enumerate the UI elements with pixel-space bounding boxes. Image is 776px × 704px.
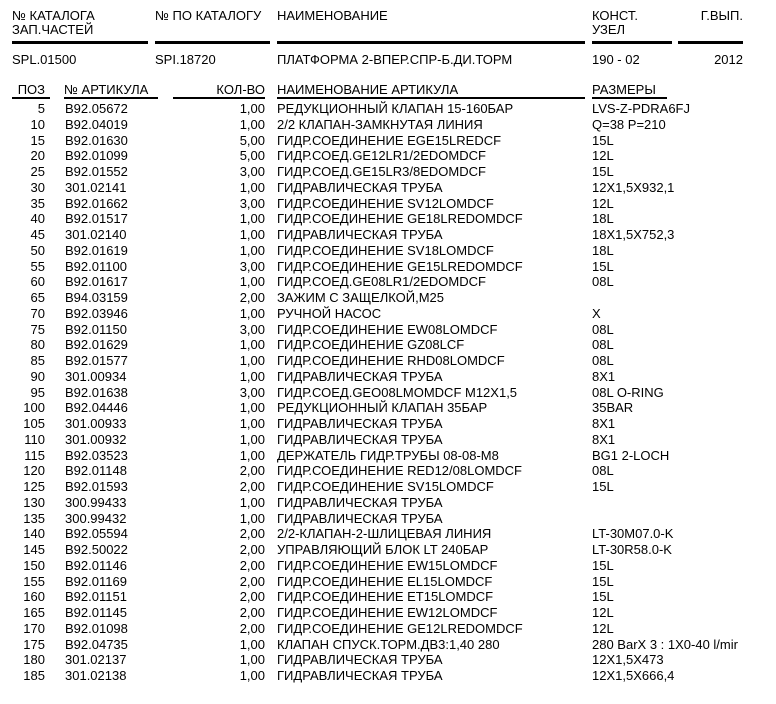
table-row (12, 353, 764, 369)
cell-size: 15L (592, 258, 614, 274)
table-row (12, 448, 764, 464)
table-row (12, 416, 764, 432)
cell-name: ГИДР.СОЕДИНЕНИЕ EW12LOMDCF (277, 605, 498, 620)
cell-pos: 75 (30, 321, 45, 337)
cell-pos: 70 (30, 305, 45, 321)
table-rule-article (64, 97, 158, 99)
cell-article: 300.99432 (65, 510, 127, 526)
cell-pos: 140 (23, 526, 45, 542)
cell-article: 301.00933 (65, 416, 127, 431)
cell-pos: 65 (30, 290, 45, 305)
cell-name: ГИДРАВЛИЧЕСКАЯ ТРУБА (277, 494, 443, 510)
header-rule-name (277, 41, 585, 44)
cell-qty: 1,00 (239, 368, 265, 384)
table-row (12, 574, 764, 590)
cell-pos: 45 (30, 227, 45, 242)
cell-name: ГИДР.СОЕДИНЕНИЕ RED12/08LOMDCF (277, 463, 522, 479)
cell-name: ГИДР.СОЕД.GE12LR1/2EDOMDCF (277, 148, 486, 164)
cell-name: ГИДР.СОЕДИНЕНИЕ GE12LREDOMDCF (277, 620, 523, 636)
table-row (12, 322, 764, 338)
cell-name: ГИДР.СОЕДИНЕНИЕ EW15LOMDCF (277, 557, 498, 573)
table-row (12, 101, 764, 117)
cell-qty: 1,00 (239, 510, 265, 526)
cell-article: B92.04446 (65, 400, 128, 416)
cell-qty: 1,00 (239, 101, 265, 116)
cell-article: B92.01169 (65, 573, 127, 589)
cell-qty: 3,00 (239, 321, 265, 337)
table-row (12, 164, 764, 180)
cell-size: Q=38 P=210 (592, 116, 666, 132)
table-row (12, 558, 764, 574)
cell-article: B92.03946 (65, 305, 128, 321)
cell-size: 8X1 (592, 416, 616, 431)
cell-size: 12L (592, 605, 614, 620)
cell-name: ГИДР.СОЕДИНЕНИЕ RHD08LOMDCF (277, 353, 505, 368)
table-row (12, 306, 764, 322)
cell-size: 8X1 (592, 368, 616, 384)
cell-size (592, 290, 764, 306)
cell-size: 12L (592, 148, 614, 164)
cell-pos: 130 (23, 494, 45, 510)
cell-size: 08L (592, 274, 614, 290)
cell-size: 18X1,5X752,3 (592, 227, 675, 242)
cell-pos: 15 (30, 132, 45, 148)
parts-table-rows (12, 101, 764, 684)
table-row (12, 227, 764, 243)
cell-article: 301.02137 (65, 652, 127, 668)
cell-pos: 170 (23, 620, 45, 636)
cell-name: ГИДР.СОЕД.GEO08LMOMDCF M12X1,5 (277, 384, 518, 400)
cell-article: B92.01517 (65, 211, 128, 227)
cell-pos: 40 (30, 211, 45, 227)
table-row (12, 211, 764, 227)
cell-qty: 1,00 (239, 211, 265, 227)
cell-name: РЕДУКЦИОННЫЙ КЛАПАН 35БАР (277, 400, 488, 416)
cell-size: 15L (592, 164, 614, 179)
cell-qty: 2,00 (239, 589, 265, 605)
cell-name: ЗАЖИМ С ЗАЩЕЛКОЙ,M25 (277, 290, 445, 305)
cell-name: ГИДР.СОЕДИНЕНИЕ EL15LOMDCF (277, 573, 493, 589)
cell-qty: 1,00 (239, 274, 265, 290)
cell-name: ГИДР.СОЕДИНЕНИЕ ET15LOMDCF (277, 589, 494, 605)
table-row (12, 369, 764, 385)
cell-qty: 1,00 (239, 242, 265, 258)
table-row (12, 511, 764, 527)
cell-name: ГИДР.СОЕДИНЕНИЕ GE18LREDOMDCF (277, 211, 523, 227)
table-row (12, 259, 764, 275)
cell-pos: 155 (23, 573, 45, 589)
cell-pos: 5 (37, 101, 45, 116)
cell-qty: 2,00 (239, 542, 265, 557)
cell-qty: 2,00 (239, 290, 265, 305)
assembly-name-value: ПЛАТФОРМА 2-ВПЕР.СПР-Б.ДИ.ТОРМ (277, 52, 513, 67)
table-row (12, 479, 764, 495)
cell-qty: 1,00 (239, 227, 265, 242)
catalog-number-value: SPL.01500 (12, 52, 77, 67)
cell-name: ГИДР.СОЕД.GE15LR3/8EDOMDCF (277, 164, 486, 179)
cell-pos: 120 (23, 463, 45, 479)
catalog-ref-value: SPI.18720 (155, 52, 216, 67)
table-row (12, 637, 764, 653)
table-header-name: НАИМЕНОВАНИЕ АРТИКУЛА (277, 82, 459, 97)
table-row (12, 652, 764, 668)
cell-pos: 90 (30, 368, 45, 384)
cell-article: 301.00932 (65, 431, 127, 447)
header-rule-by-catalog (155, 41, 270, 44)
cell-pos: 30 (30, 179, 45, 195)
cell-pos: 175 (23, 636, 45, 652)
table-row (12, 589, 764, 605)
cell-pos: 125 (23, 479, 45, 494)
cell-name: ГИДРАВЛИЧЕСКАЯ ТРУБА (277, 510, 443, 526)
cell-pos: 60 (30, 274, 45, 290)
cell-pos: 55 (30, 258, 45, 274)
year-column-header: Г.ВЫП. (700, 8, 743, 23)
cell-pos: 135 (23, 510, 45, 526)
cell-name: ГИДРАВЛИЧЕСКАЯ ТРУБА (277, 652, 443, 668)
const-node-column-header (592, 9, 638, 37)
cell-pos: 35 (30, 195, 45, 211)
cell-pos: 95 (30, 384, 45, 400)
cell-article: B92.01151 (65, 589, 127, 605)
cell-pos: 25 (30, 164, 45, 179)
cell-article: B92.05672 (65, 101, 128, 116)
cell-article: B92.01146 (65, 557, 127, 573)
cell-article: B92.01593 (65, 479, 128, 494)
cell-article: B92.50022 (65, 542, 128, 557)
cell-name: ГИДР.СОЕДИНЕНИЕ GZ08LCF (277, 337, 465, 353)
cell-size: 12X1,5X932,1 (592, 179, 675, 195)
cell-article: B92.01619 (65, 242, 128, 258)
cell-name: ГИДР.СОЕДИНЕНИЕ GE15LREDOMDCF (277, 258, 523, 274)
cell-size (592, 511, 764, 527)
cell-article: B92.05594 (65, 526, 128, 542)
cell-pos: 50 (30, 242, 45, 258)
cell-article: 301.00934 (65, 368, 127, 384)
cell-article: B92.01099 (65, 148, 128, 164)
cell-size: BG1 2-LOCH (592, 447, 670, 463)
table-row (12, 290, 764, 306)
cell-name: ГИДРАВЛИЧЕСКАЯ ТРУБА (277, 368, 443, 384)
table-row (12, 133, 764, 149)
table-header-size: РАЗМЕРЫ (592, 82, 656, 97)
cell-size: 12L (592, 195, 614, 211)
cell-name: РУЧНОЙ НАСОС (277, 305, 382, 321)
const-node-value: 190 - 02 (592, 52, 640, 67)
cell-article: 300.99433 (65, 494, 127, 510)
cell-name: ГИДР.СОЕДИНЕНИЕ SV12LOMDCF (277, 195, 494, 211)
cell-article: B92.03523 (65, 447, 128, 463)
cell-name: УПРАВЛЯЮЩИЙ БЛОК LT 240БАР (277, 542, 489, 557)
cell-article: B92.01098 (65, 620, 128, 636)
cell-pos: 80 (30, 337, 45, 353)
cell-size: 08L O-RING (592, 384, 664, 400)
cell-size: 18L (592, 211, 614, 227)
cell-article: B92.01552 (65, 164, 128, 179)
cell-article: B92.01630 (65, 132, 128, 148)
cell-qty: 2,00 (239, 526, 265, 542)
cell-size: LVS-Z-PDRA6FJ (592, 101, 690, 116)
cell-qty: 1,00 (239, 400, 265, 416)
cell-size: 15L (592, 557, 614, 573)
cell-article: 301.02138 (65, 668, 127, 683)
table-row (12, 542, 764, 558)
cell-article: B92.01148 (65, 463, 127, 479)
cell-name: ГИДР.СОЕДИНЕНИЕ EW08LOMDCF (277, 321, 498, 337)
cell-qty: 1,00 (239, 179, 265, 195)
cell-qty: 5,00 (239, 132, 265, 148)
cell-pos: 160 (23, 589, 45, 605)
cell-qty: 1,00 (239, 353, 265, 368)
cell-qty: 3,00 (239, 258, 265, 274)
cell-size: 12X1,5X473 (592, 652, 664, 668)
const-node-header-line1: КОНСТ. (592, 8, 638, 23)
cell-article: B94.03159 (65, 290, 128, 305)
cell-qty: 1,00 (239, 337, 265, 353)
cell-size: LT-30M07.0-K (592, 526, 674, 542)
cell-qty: 2,00 (239, 463, 265, 479)
table-row (12, 463, 764, 479)
cell-size: 8X1 (592, 431, 616, 447)
table-row (12, 196, 764, 212)
table-rule-qty (173, 97, 265, 99)
cell-qty: 2,00 (239, 620, 265, 636)
cell-name: ДЕРЖАТЕЛЬ ГИДР.ТРУБЫ 08-08-M8 (277, 447, 499, 463)
header-rule-const-node (592, 41, 672, 44)
cell-pos: 85 (30, 353, 45, 368)
cell-size: 35BAR (592, 400, 634, 416)
cell-pos: 20 (30, 148, 45, 164)
cell-name: ГИДР.СОЕДИНЕНИЕ SV15LOMDCF (277, 479, 494, 494)
table-rule-size (592, 97, 667, 99)
cell-name: ГИДРАВЛИЧЕСКАЯ ТРУБА (277, 179, 443, 195)
catalog-number-header-line2: ЗАП.ЧАСТЕЙ (12, 22, 94, 37)
catalog-number-header-line1: № КАТАЛОГА (12, 8, 95, 23)
cell-pos: 100 (23, 400, 45, 416)
cell-article: 301.02141 (65, 179, 127, 195)
cell-name: ГИДРАВЛИЧЕСКАЯ ТРУБА (277, 668, 443, 683)
cell-size: 08L (592, 337, 614, 353)
header-rule-catalog (12, 41, 148, 44)
cell-article: B92.01638 (65, 384, 128, 400)
cell-size: 08L (592, 321, 614, 337)
table-header-qty: КОЛ-ВО (216, 82, 265, 97)
table-row (12, 621, 764, 637)
table-row (12, 337, 764, 353)
cell-qty: 1,00 (239, 431, 265, 447)
cell-qty: 1,00 (239, 494, 265, 510)
cell-size: 18L (592, 242, 614, 258)
cell-qty: 1,00 (239, 305, 265, 321)
cell-qty: 1,00 (239, 116, 265, 132)
cell-name: КЛАПАН СПУСК.ТОРМ.ДВ3:1,40 280 (277, 636, 500, 652)
table-row (12, 432, 764, 448)
cell-size: 12L (592, 620, 614, 636)
table-row (12, 385, 764, 401)
table-row (12, 495, 764, 511)
cell-size: 280 BarX 3 : 1X0-40 l/mir (592, 636, 738, 652)
cell-qty: 1,00 (239, 636, 265, 652)
cell-size: 08L (592, 463, 614, 479)
cell-article: B92.01100 (65, 258, 127, 274)
cell-pos: 10 (30, 116, 45, 132)
cell-qty: 2,00 (239, 479, 265, 494)
cell-name: ГИДРАВЛИЧЕСКАЯ ТРУБА (277, 416, 443, 431)
header-rule-year (678, 41, 743, 44)
name-column-header: НАИМЕНОВАНИЕ (277, 8, 388, 23)
cell-size: X (592, 305, 601, 321)
cell-qty: 2,00 (239, 573, 265, 589)
cell-name: ГИДР.СОЕД.GE08LR1/2EDOMDCF (277, 274, 486, 290)
cell-pos: 180 (23, 652, 45, 668)
cell-pos: 185 (23, 668, 45, 683)
cell-qty: 1,00 (239, 668, 265, 683)
cell-article: B92.01617 (65, 274, 128, 290)
table-row (12, 148, 764, 164)
cell-pos: 110 (24, 431, 45, 447)
cell-qty: 3,00 (239, 164, 265, 179)
table-row (12, 117, 764, 133)
table-row (12, 180, 764, 196)
cell-name: ГИДР.СОЕДИНЕНИЕ SV18LOMDCF (277, 242, 494, 258)
by-catalog-column-header: № ПО КАТАЛОГУ (155, 8, 262, 23)
table-row (12, 668, 764, 684)
cell-qty: 1,00 (239, 652, 265, 668)
cell-pos: 105 (23, 416, 45, 431)
const-node-header-line2: УЗЕЛ (592, 22, 626, 37)
table-row (12, 400, 764, 416)
cell-name: ГИДРАВЛИЧЕСКАЯ ТРУБА (277, 431, 443, 447)
cell-size: 15L (592, 589, 614, 605)
table-header-article: № АРТИКУЛА (64, 82, 149, 97)
cell-qty: 3,00 (239, 384, 265, 400)
cell-size: 08L (592, 353, 614, 368)
cell-article: B92.04735 (65, 636, 128, 652)
cell-qty: 2,00 (239, 605, 265, 620)
cell-size: 15L (592, 479, 614, 494)
cell-name: ГИДР.СОЕДИНЕНИЕ EGE15LREDCF (277, 132, 502, 148)
cell-article: B92.01577 (65, 353, 128, 368)
table-rule-name (277, 97, 585, 99)
cell-article: B92.01662 (65, 195, 128, 211)
cell-name: 2/2-КЛАПАН-2-ШЛИЦЕВАЯ ЛИНИЯ (277, 526, 492, 542)
table-row (12, 526, 764, 542)
cell-qty: 5,00 (239, 148, 265, 164)
cell-pos: 115 (24, 447, 45, 463)
cell-article: 301.02140 (65, 227, 127, 242)
cell-name: РЕДУКЦИОННЫЙ КЛАПАН 15-160БАР (277, 101, 514, 116)
cell-name: ГИДРАВЛИЧЕСКАЯ ТРУБА (277, 227, 443, 242)
cell-article: B92.01150 (65, 321, 127, 337)
cell-size: 15L (592, 132, 614, 148)
cell-name: 2/2 КЛАПАН-ЗАМКНУТАЯ ЛИНИЯ (277, 116, 483, 132)
cell-qty: 3,00 (239, 195, 265, 211)
cell-pos: 165 (23, 605, 45, 620)
cell-size: LT-30R58.0-K (592, 542, 672, 557)
table-rule-pos (12, 97, 50, 99)
cell-size: 15L (592, 573, 614, 589)
table-row (12, 274, 764, 290)
cell-article: B92.01145 (65, 605, 127, 620)
cell-size: 12X1,5X666,4 (592, 668, 675, 683)
cell-pos: 145 (23, 542, 45, 557)
cell-size (592, 495, 764, 511)
cell-article: B92.01629 (65, 337, 128, 353)
cell-pos: 150 (23, 557, 45, 573)
table-row (12, 243, 764, 259)
cell-qty: 1,00 (239, 416, 265, 431)
year-value: 2012 (714, 52, 743, 67)
cell-qty: 2,00 (239, 557, 265, 573)
cell-article: B92.04019 (65, 116, 128, 132)
table-header-pos: ПОЗ (17, 82, 45, 97)
catalog-number-column-header (12, 9, 95, 37)
table-row (12, 605, 764, 621)
cell-qty: 1,00 (239, 447, 265, 463)
